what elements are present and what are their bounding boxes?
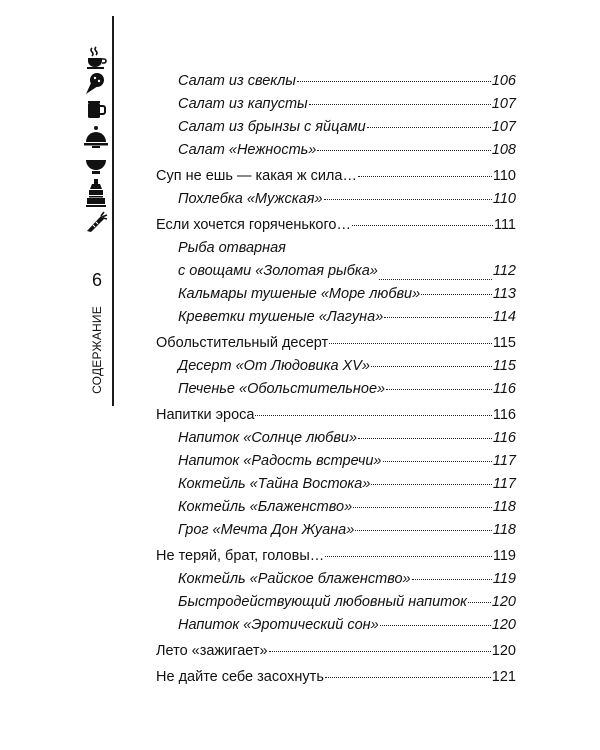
toc-entry-page: 106 xyxy=(491,73,516,89)
toc-entry-title: Суп не ешь — какая ж сила… xyxy=(156,168,357,184)
toc-entry-title: Кальмары тушеные «Море любви» xyxy=(178,286,421,302)
toc-entry[interactable] xyxy=(156,283,516,306)
dot-leader xyxy=(325,677,491,678)
toc-entry-page: 118 xyxy=(492,499,516,515)
toc-entry-title xyxy=(178,237,378,283)
toc-entry-page: 120 xyxy=(491,617,516,633)
toc-entry-title-line: Рыба отварная xyxy=(178,240,286,256)
cloche-dish-icon xyxy=(83,124,109,150)
dot-leader xyxy=(255,415,491,416)
toc-entry-title: Грог «Мечта Дон Жуана» xyxy=(178,522,355,538)
toc-entry[interactable] xyxy=(156,568,516,591)
toc-entry-page: 111 xyxy=(493,217,516,233)
toc-entry[interactable] xyxy=(156,116,516,139)
toc-entry-page: 107 xyxy=(491,96,516,112)
dot-leader xyxy=(379,279,492,280)
toc-entry-page: 120 xyxy=(491,594,516,610)
toc-entry[interactable] xyxy=(156,188,516,211)
toc-entry-page: 117 xyxy=(492,453,516,469)
toc-entry-title: Салат «Нежность» xyxy=(178,142,317,158)
toc-entry[interactable] xyxy=(156,165,516,188)
toc-entry-page: 120 xyxy=(491,643,516,659)
toc-entry-title: Салат из брынзы с яйцами xyxy=(178,119,366,135)
dot-leader xyxy=(353,507,492,508)
toc-entry-page: 116 xyxy=(492,381,516,397)
coffee-cup-icon xyxy=(83,46,109,70)
toc-entry[interactable] xyxy=(156,427,516,450)
toc-entry[interactable] xyxy=(156,332,516,355)
toc-entry[interactable] xyxy=(156,70,516,93)
dot-leader xyxy=(421,294,492,295)
dot-leader xyxy=(317,150,490,151)
toc-entry-title: Не теряй, брат, головы… xyxy=(156,548,325,564)
category-icon-strip xyxy=(82,46,110,236)
dot-leader xyxy=(324,199,492,200)
dot-leader xyxy=(468,602,491,603)
toc-entry-title: Салат из свеклы xyxy=(178,73,296,89)
toc-entry-title: Печенье «Обольстительное» xyxy=(178,381,386,397)
toc-entry[interactable] xyxy=(156,450,516,473)
dot-leader xyxy=(309,104,491,105)
toc-entry[interactable] xyxy=(156,640,516,663)
toc-entry-page: 119 xyxy=(492,571,516,587)
toc-entry-title-line: с овощами «Золотая рыбка» xyxy=(178,263,378,279)
toc-entry[interactable] xyxy=(156,378,516,401)
toc-entry-title: Лето «зажигает» xyxy=(156,643,268,659)
carrot-icon xyxy=(83,210,109,234)
toc-entry-page: 113 xyxy=(492,286,516,302)
dot-leader xyxy=(386,389,492,390)
toc-entry[interactable] xyxy=(156,473,516,496)
toc-entry-title: Салат из капусты xyxy=(178,96,308,112)
toc-entry-page: 118 xyxy=(492,522,516,538)
toc-entry-page: 112 xyxy=(492,263,516,279)
toc-entry-page: 117 xyxy=(492,476,516,492)
toc-entry-page: 115 xyxy=(492,358,516,374)
toc-entry[interactable] xyxy=(156,355,516,378)
toc-entry-page: 110 xyxy=(492,191,516,207)
dot-leader xyxy=(297,81,491,82)
toc-entry-title: Коктейль «Райское блаженство» xyxy=(178,571,411,587)
dot-leader xyxy=(380,625,491,626)
section-title-vertical xyxy=(86,302,108,398)
toc-entry-title: Напиток «Радость встречи» xyxy=(178,453,382,469)
layered-cake-icon xyxy=(83,178,109,208)
dot-leader xyxy=(352,225,493,226)
toc-entry-title: Креветки тушеные «Лагуна» xyxy=(178,309,384,325)
toc-entry[interactable] xyxy=(156,591,516,614)
margin-rule xyxy=(112,16,114,406)
dot-leader xyxy=(358,176,492,177)
dot-leader xyxy=(269,651,491,652)
toc-entry-page: 121 xyxy=(491,669,516,685)
dot-leader xyxy=(384,317,492,318)
toc-entry-title: Напиток «Солнце любви» xyxy=(178,430,358,446)
dot-leader xyxy=(371,484,491,485)
toc-entry-page: 119 xyxy=(492,548,516,564)
dot-leader xyxy=(325,556,492,557)
bowl-icon xyxy=(83,152,109,176)
toc-entry[interactable] xyxy=(156,614,516,637)
table-of-contents xyxy=(156,70,516,689)
dot-leader xyxy=(412,579,492,580)
toc-entry-title: Напиток «Эротический сон» xyxy=(178,617,379,633)
toc-entry[interactable] xyxy=(156,545,516,568)
toc-entry[interactable] xyxy=(156,306,516,329)
section-title-text: СОДЕРЖАНИЕ xyxy=(90,306,105,394)
toc-entry-page: 116 xyxy=(492,430,516,446)
dot-leader xyxy=(355,530,492,531)
toc-entry[interactable] xyxy=(156,519,516,542)
toc-entry-title: Быстродействующий любовный напиток xyxy=(178,594,467,610)
toc-entry[interactable] xyxy=(156,496,516,519)
dot-leader xyxy=(329,343,492,344)
dot-leader xyxy=(358,438,492,439)
toc-entry-title: Не дайте себе засохнуть xyxy=(156,669,324,685)
toc-entry-title: Напитки эроса xyxy=(156,407,255,423)
dot-leader xyxy=(367,127,491,128)
toc-entry[interactable] xyxy=(156,139,516,162)
toc-entry[interactable] xyxy=(156,237,516,283)
toc-entry[interactable] xyxy=(156,93,516,116)
toc-entry-title: Коктейль «Блаженство» xyxy=(178,499,353,515)
toc-entry-title: Похлебка «Мужская» xyxy=(178,191,323,207)
toc-entry[interactable] xyxy=(156,666,516,689)
dot-leader xyxy=(371,366,492,367)
dot-leader xyxy=(383,461,492,462)
ice-cream-cone-icon xyxy=(83,72,109,96)
toc-entry-page: 107 xyxy=(491,119,516,135)
toc-entry-page: 110 xyxy=(492,168,516,184)
toc-entry-title: Обольстительный десерт xyxy=(156,335,329,351)
toc-entry[interactable] xyxy=(156,404,516,427)
toc-entry-title: Если хочется горяченького… xyxy=(156,217,351,233)
toc-entry-title: Десерт «От Людовика XV» xyxy=(178,358,370,374)
toc-entry-page: 115 xyxy=(492,335,516,351)
toc-entry-page: 116 xyxy=(492,407,516,423)
page-number: 6 xyxy=(91,270,102,290)
toc-entry-page: 114 xyxy=(492,309,516,325)
toc-entry-page: 108 xyxy=(491,142,516,158)
toc-entry[interactable] xyxy=(156,214,516,237)
mug-icon xyxy=(83,98,109,122)
toc-entry-title: Коктейль «Тайна Востока» xyxy=(178,476,371,492)
